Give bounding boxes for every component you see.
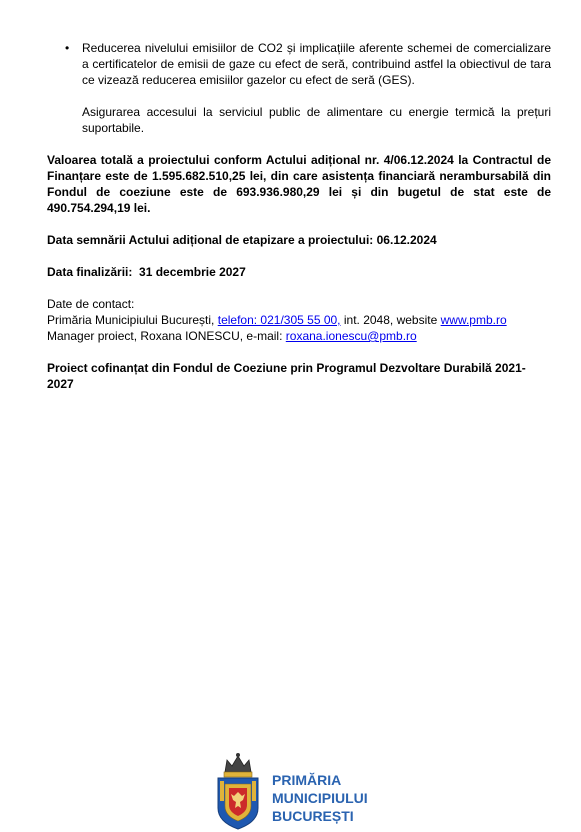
email-link[interactable]: roxana.ionescu@pmb.ro [285,329,417,343]
bullet-icon: • [65,41,70,55]
phone-link[interactable]: telefon: 021/305 55 00, [217,313,341,327]
final-date-paragraph [47,264,551,280]
coat-of-arms-icon [213,750,263,830]
contact-extension: int. 2048, website [343,313,438,327]
sign-date-paragraph: Data semnării Actului adițional de etapizare a proiectului: 06.12.2024 [47,233,437,247]
contact-manager: Manager proiect, Roxana IONESCU, e-mail: [47,329,283,343]
contact-block [47,296,551,344]
contact-institution: Primăria Municipiului București, [47,313,215,327]
logo-line-3: BUCUREȘTI [272,808,354,824]
pmb-logo [213,750,373,830]
logo-line-2: MUNICIPIULUI [272,790,368,806]
document-body [47,40,551,392]
contact-heading: Date de contact: [47,297,135,311]
cofinancing-note: Proiect cofinanțat din Fondul de Coeziune prin Programul Dezvoltare Durabilă 2021-2027 [47,361,526,391]
list-item [47,40,551,88]
project-value-paragraph: Valoarea totală a proiectului conform Actului adițional nr. 4/06.12.2024 la Contractul de Finanțare este de 1.595.682.510,25 lei, din care asistența financiară nerambursabilă din Fondul de coeziune este de 693.936.980,29 lei și din bugetul de stat este de 490.754.294,19 lei. [47,153,551,215]
contact-line-1 [47,312,551,328]
list-item-text: Reducerea nivelului emisiilor de CO2 și implicațiile aferente schemei de comercializare a certificatelor de emisii de gaze cu efect de seră, contribuind astfel la obiectivul de tara ce vizează reducerea emisiilor gazelor cu efect de seră (GES). [82,41,551,87]
final-date-value: 31 decembrie 2027 [139,265,246,279]
logo-line-1: PRIMĂRIA [272,772,342,788]
logo-text [272,771,368,825]
website-link[interactable]: www.pmb.ro [440,313,507,327]
contact-line-2 [47,328,551,344]
access-paragraph: Asigurarea accesului la serviciul public de alimentare cu energie termică la prețuri suportabile. [82,105,551,135]
final-date-label: Data finalizării: [47,265,133,279]
